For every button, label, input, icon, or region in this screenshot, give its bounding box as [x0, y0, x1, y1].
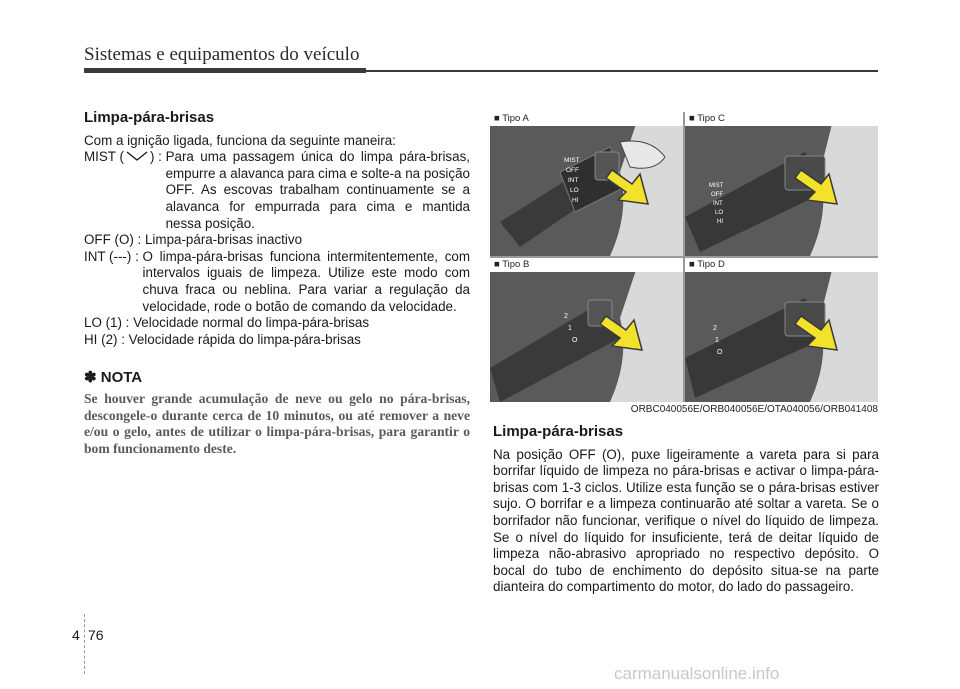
left-column: [84, 110, 470, 457]
switch-label-mist: MIST: [709, 183, 724, 189]
figure-panel-type-b: [490, 258, 683, 402]
panel-label: [685, 258, 878, 272]
header-rule: [84, 68, 366, 73]
watermark: carmanualsonline.info: [614, 664, 780, 683]
mist-description: Para uma passagem única do limpa pára-brisas, empurre a alavanca para cima e solte-a na posição OFF. As escovas trabalham continuamente se a alavanca for empurrada para cima e mantida nessa posição.: [165, 149, 470, 231]
figure-panel-type-c: [685, 112, 878, 256]
intro-text: Com a ignição ligada, funciona da seguinte maneira:: [84, 132, 396, 148]
wiper-lever-illustration: [685, 112, 878, 256]
page-number: 76: [88, 627, 104, 643]
switch-label-lo: LO: [715, 210, 724, 216]
chapter-number: 4: [72, 627, 80, 643]
hi-definition: HI (2) : Velocidade rápida do limpa-pára-brisas: [84, 331, 361, 347]
switch-label-o: O: [717, 349, 723, 356]
switch-label-1: 1: [568, 325, 572, 332]
switch-label-hi: HI: [572, 197, 579, 204]
switch-label-2: 2: [713, 325, 717, 332]
switch-label-off: OFF: [566, 167, 579, 174]
panel-label: [490, 112, 683, 126]
switch-label-off: OFF: [711, 192, 723, 198]
page-header-title: Sistemas e equipamentos do veículo: [84, 44, 360, 65]
switch-label-int: INT: [713, 201, 723, 207]
figure-caption: ORBC040056E/ORB040056E/OTA040056/ORB041408: [630, 404, 878, 415]
right-column: [493, 424, 879, 596]
panel-label-text: ■ Tipo B: [494, 259, 530, 270]
wiper-lever-illustration: [490, 112, 683, 256]
int-term: INT (---) :: [84, 248, 143, 264]
note-title: ✽ NOTA: [84, 369, 143, 387]
wiper-lever-illustration: [490, 258, 683, 402]
panel-label: [685, 112, 878, 126]
switch-label-2: 2: [564, 313, 568, 320]
mist-definition: [84, 149, 470, 232]
mist-icon: [124, 150, 150, 162]
figure-panel-type-a: [490, 112, 683, 256]
int-description: O limpa-pára-brisas funciona intermitentemente, com intervalos iguais de limpeza. Utilize este modo com chuva fraca ou neblina. Para variar a regulação da velocidade, rode o botão de comando da velocidade.: [142, 248, 470, 314]
section-title: Limpa-pára-brisas: [493, 423, 624, 440]
panel-label-text: ■ Tipo C: [689, 113, 725, 124]
wiper-lever-illustration: [685, 258, 878, 402]
lo-definition: LO (1) : Velocidade normal do limpa-pára-brisas: [84, 315, 370, 331]
footer-divider: [84, 614, 86, 674]
body-text: Na posição OFF (O), puxe ligeiramente a vareta para si para borrifar líquido de limpeza no pára-brisas e activar o limpa-pára-brisas com 1-3 ciclos. Utilize esta função se o pára-brisas estiver sujo. O borrifar e a limpeza continuarão até soltar a vareta. Se o borrifador não funcionar, verifique o nível do líquido de limpeza. Se o nível do líquido for insuficiente, terá de deitar líquido de limpeza não-abrasivo apropriado no respectivo depósito. O bocal do tubo de enchimento do depósito situa-se na parte dianteira do compartimento do motor, do lado do passageiro.: [493, 446, 879, 595]
mist-term-close: ) :: [149, 149, 166, 165]
switch-label-o: O: [572, 337, 578, 344]
switch-label-lo: LO: [570, 187, 579, 194]
switch-label-int: INT: [568, 177, 579, 184]
figure-panel-type-d: [685, 258, 878, 402]
mist-term: [84, 149, 166, 232]
panel-label-text: ■ Tipo D: [689, 259, 725, 270]
switch-label-1: 1: [715, 337, 719, 344]
wiper-switch-figure: [490, 112, 878, 402]
note-text: Se houver grande acumulação de neve ou gelo no pára-brisas, descongele-o durante cerca de 10 minutos, ou até remover a neve e/ou o gelo, antes de utilizar o limpa-pára-brisas, para garantir o bom funcionamento deste.: [84, 390, 470, 456]
panel-label: [490, 258, 683, 272]
mist-term-label: MIST (: [84, 149, 124, 165]
header-rule-thin: [366, 70, 878, 72]
switch-label-hi: HI: [717, 219, 723, 225]
int-definition: [84, 249, 470, 315]
switch-label-mist: MIST: [564, 157, 580, 164]
panel-label-text: ■ Tipo A: [494, 113, 529, 124]
section-title: Limpa-pára-brisas: [84, 109, 215, 126]
off-definition: OFF (O) : Limpa-pára-brisas inactivo: [84, 232, 303, 248]
